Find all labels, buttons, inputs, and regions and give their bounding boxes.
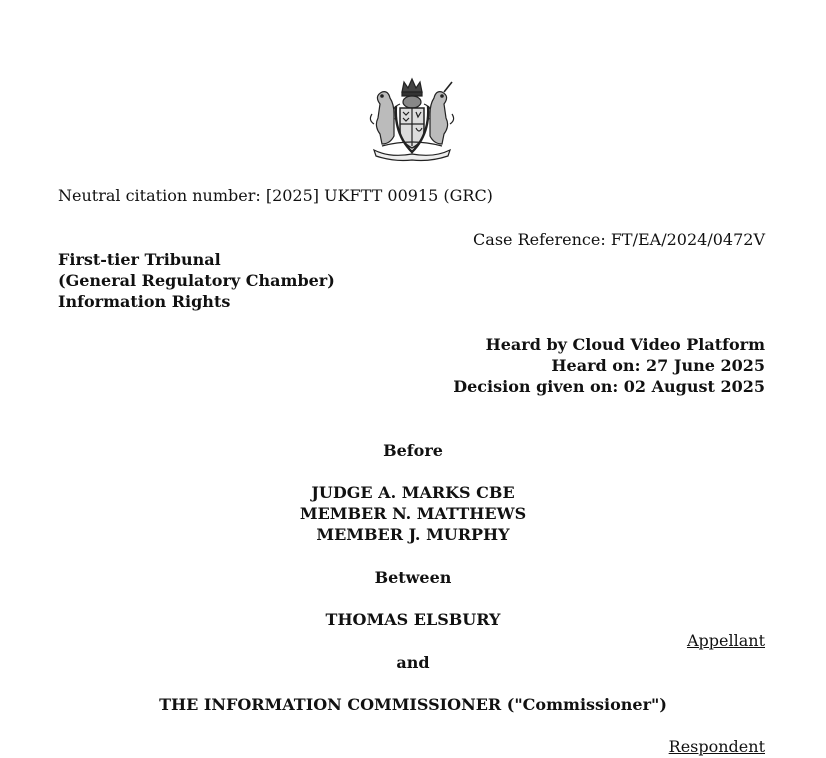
and-label: and	[396, 653, 430, 672]
neutral-citation: Neutral citation number: [2025] UKFTT 00915 (GRC)	[58, 186, 493, 205]
tribunal-name: First-tier Tribunal	[58, 250, 221, 269]
royal-coat-of-arms-icon	[360, 74, 464, 162]
respondent-name: THE INFORMATION COMMISSIONER ("Commissioner")	[159, 695, 667, 714]
respondent-label: Respondent	[668, 737, 765, 756]
appellant-label: Appellant	[686, 631, 765, 650]
tribunal-jurisdiction: Information Rights	[58, 292, 231, 311]
tribunal-chamber: (General Regulatory Chamber)	[58, 271, 335, 290]
panel-member-judge: JUDGE A. MARKS CBE	[311, 483, 515, 502]
appellant-name: THOMAS ELSBURY	[325, 610, 501, 629]
hearing-date: Heard on: 27 June 2025	[551, 356, 765, 375]
hearing-platform: Heard by Cloud Video Platform	[485, 335, 765, 354]
panel-member: MEMBER N. MATTHEWS	[299, 504, 527, 523]
case-reference: Case Reference: FT/EA/2024/0472V	[473, 230, 765, 249]
between-label: Between	[374, 568, 452, 587]
panel-member: MEMBER J. MURPHY	[316, 525, 510, 544]
before-label: Before	[383, 441, 443, 460]
decision-date: Decision given on: 02 August 2025	[453, 377, 765, 396]
